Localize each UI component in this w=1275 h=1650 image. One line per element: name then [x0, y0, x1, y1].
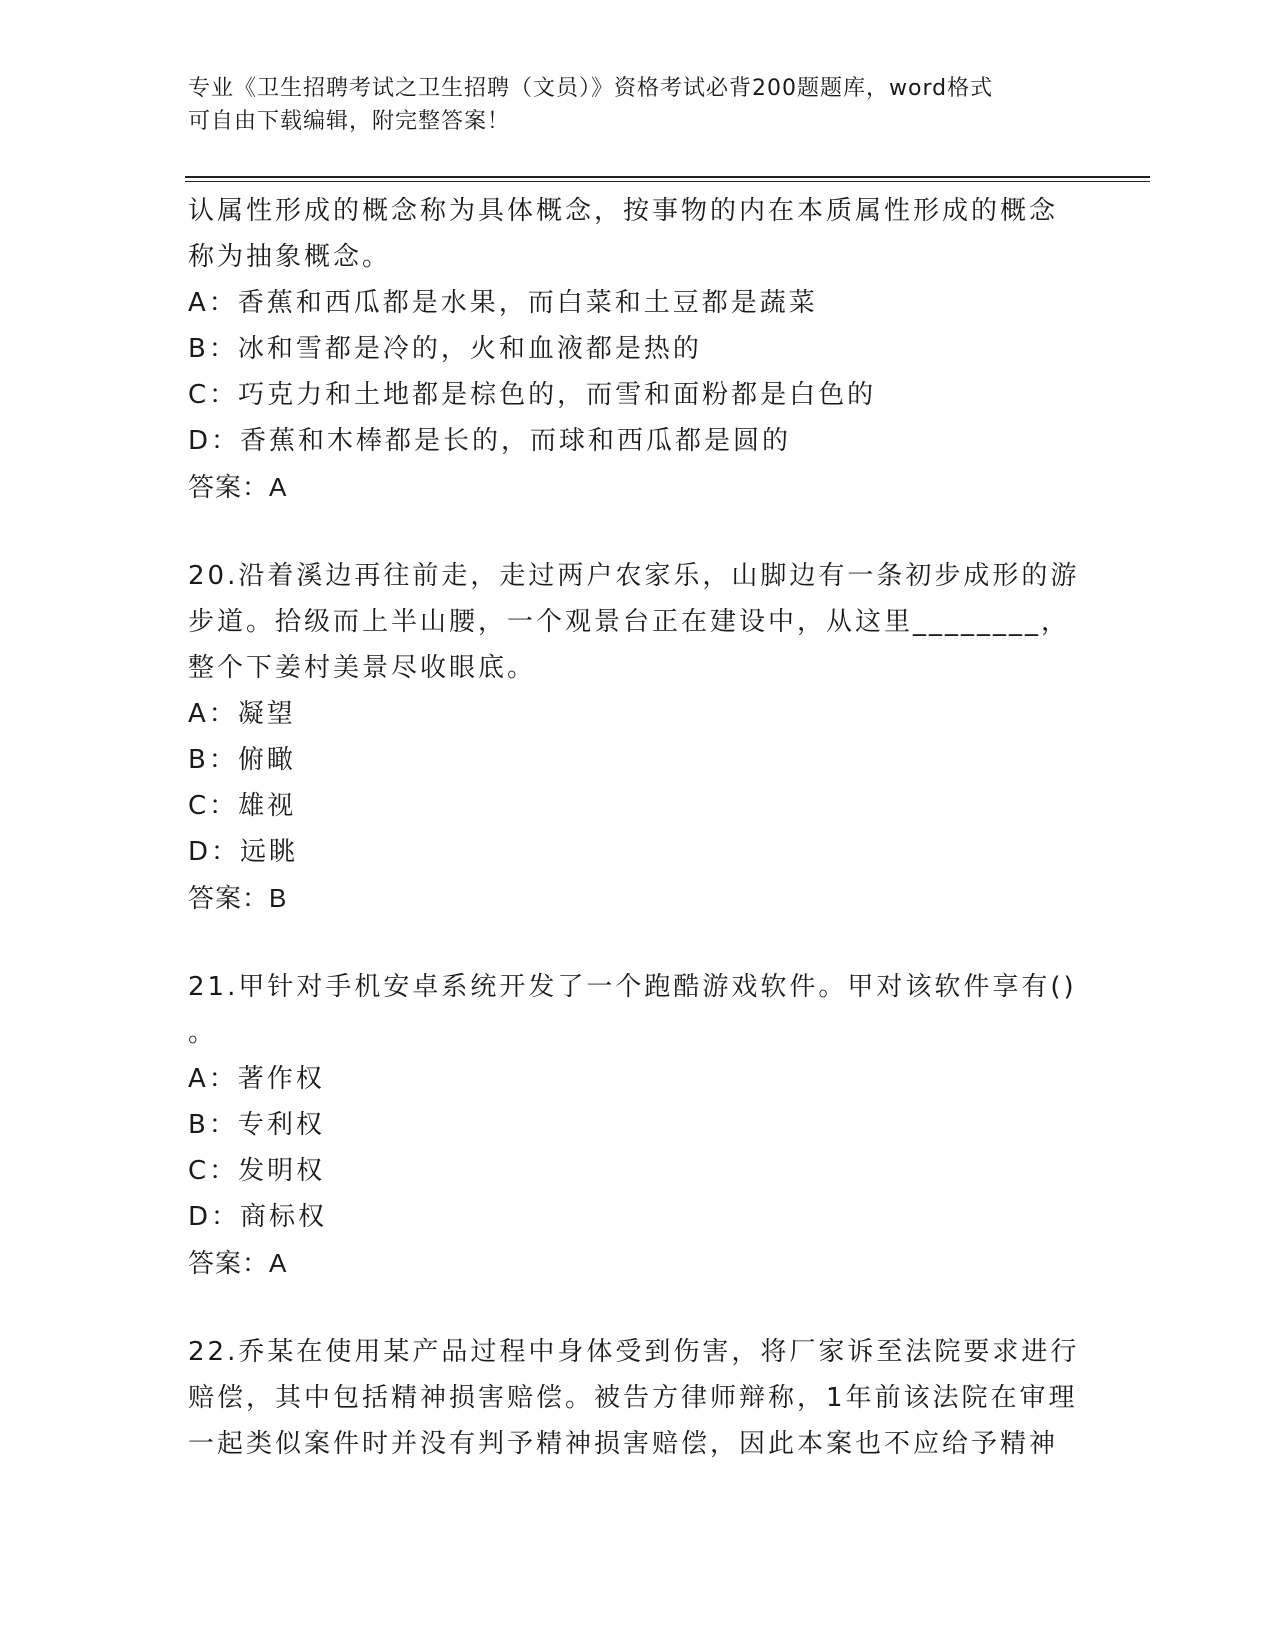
question-spacer	[188, 921, 1088, 964]
option-a: A：凝望	[188, 699, 296, 729]
question-text-line: 赔偿，其中包括精神损害赔偿。被告方律师辩称，1年前该法院在审理	[188, 1383, 1078, 1413]
option-c: C：发明权	[188, 1156, 326, 1186]
question-spacer	[188, 510, 1088, 553]
document-header	[188, 72, 1088, 138]
question-text-line: 一起类似案件时并没有判予精神损害赔偿，因此本案也不应给予精神	[188, 1429, 1059, 1459]
document-body	[188, 188, 1088, 1467]
header-line-1: 专业《卫生招聘考试之卫生招聘（文员）》资格考试必背200题题库，word格式	[188, 76, 994, 101]
question-text-line: 20.沿着溪边再往前走，走过两户农家乐，山脚边有一条初步成形的游	[188, 561, 1080, 591]
question-text-line: 步道。拾级而上半山腰，一个观景台正在建设中，从这里________，	[188, 607, 1071, 637]
question-text-line: 称为抽象概念。	[188, 242, 392, 272]
answer-line: 答案：A	[188, 1248, 288, 1278]
question-text-line: 整个下姜村美景尽收眼底。	[188, 653, 537, 683]
question-22	[188, 1329, 1088, 1467]
question-text-line: 22.乔某在使用某产品过程中身体受到伤害，将厂家诉至法院要求进行	[188, 1337, 1080, 1367]
option-a: A：著作权	[188, 1064, 325, 1094]
header-line-2: 可自由下载编辑，附完整答案！	[188, 109, 511, 134]
answer-line: 答案：A	[188, 472, 288, 502]
question-20	[188, 553, 1088, 921]
question-text-line: 。	[188, 1018, 218, 1048]
option-d: D：远眺	[188, 837, 299, 867]
option-a: A：香蕉和西瓜都是水果，而白菜和土豆都是蔬菜	[188, 288, 818, 318]
option-c: C：雄视	[188, 791, 297, 821]
question-text-line: 21.甲针对手机安卓系统开发了一个跑酷游戏软件。甲对该软件享有()	[188, 972, 1077, 1002]
option-b: B：俯瞰	[188, 745, 296, 775]
option-d: D：商标权	[188, 1202, 328, 1232]
header-divider	[185, 176, 1150, 182]
answer-line: 答案：B	[188, 883, 288, 913]
question-19-continuation	[188, 188, 1088, 510]
question-spacer	[188, 1286, 1088, 1329]
option-d: D：香蕉和木棒都是长的，而球和西瓜都是圆的	[188, 426, 792, 456]
question-text-line: 认属性形成的概念称为具体概念，按事物的内在本质属性形成的概念	[188, 196, 1059, 226]
option-b: B：冰和雪都是冷的，火和血液都是热的	[188, 334, 702, 364]
option-c: C：巧克力和土地都是棕色的，而雪和面粉都是白色的	[188, 380, 877, 410]
option-b: B：专利权	[188, 1110, 325, 1140]
question-21	[188, 964, 1088, 1286]
